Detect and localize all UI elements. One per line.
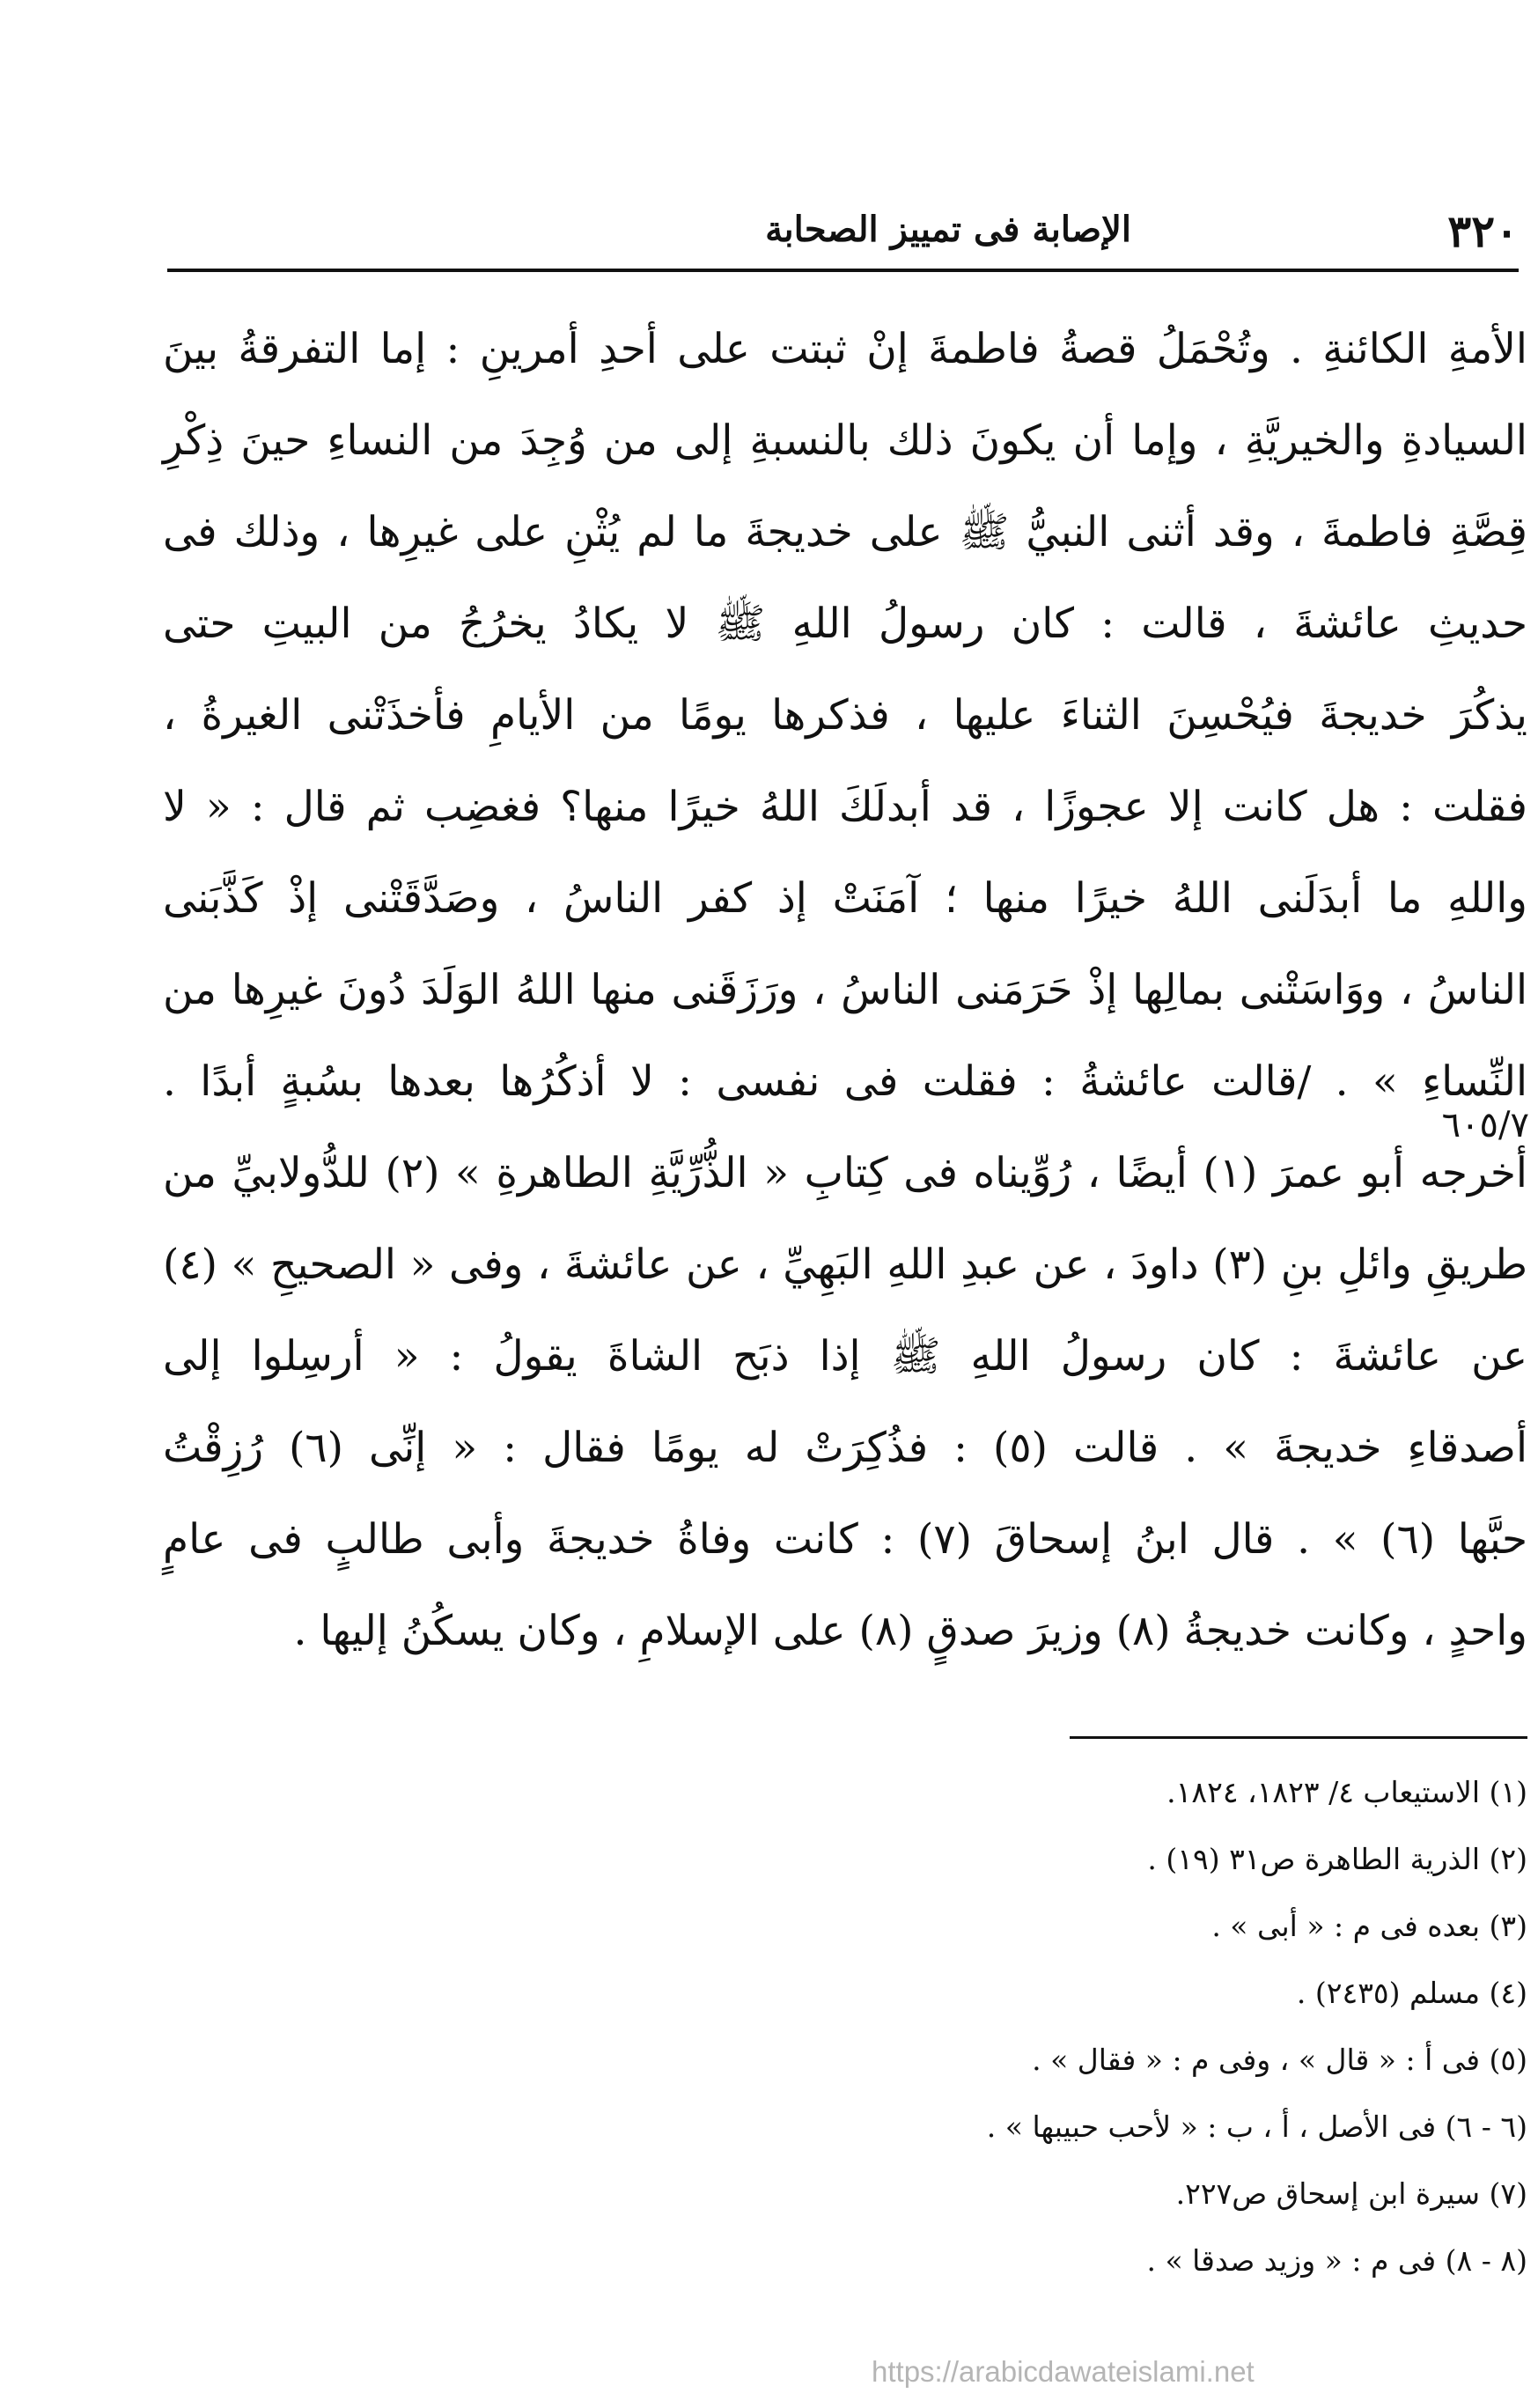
main-text [163,304,1527,1677]
text-line: قِصَّةِ فاطمةَ ، وقد أثنى النبيُّ ﷺ على خديجةَ ما لم يُثْنِ على غيرِها ، وذلك فى [163,508,1527,556]
margin-reference: ٦٠٥/٧ [1441,1105,1529,1145]
text-line: النِّساءِ » . /قالت عائشةُ : فقلت فى نفسى : لا أذكُرُها بعدها بسُبةٍ أبدًا . [163,1057,1527,1106]
text-line: السيادةِ والخيريَّةِ ، وإما أن يكونَ ذلك بالنسبةِ إلى من وُجِدَ من النساءِ حينَ ذِكْرِ [163,416,1527,465]
text-line: يذكُرَ خديجةَ فيُحْسِنَ الثناءَ عليها ، فذكرها يومًا من الأيامِ فأخذَتْنى الغيرةُ ، [163,691,1527,740]
text-line: حبَّها (٦) » . قال ابنُ إسحاقَ (٧) : كانت وفاةُ خديجةَ وأبى طالبٍ فى عامٍ [163,1515,1527,1564]
text-line: حديثِ عائشةَ ، قالت : كان رسولُ اللهِ ﷺ لا يكادُ يخرُجُ من البيتِ حتى [163,600,1527,648]
running-title: الإصابة فى تمييز الصحابة [765,209,1131,250]
text-line: عن عائشةَ : كان رسولُ اللهِ ﷺ إذا ذبَح الشاةَ يقولُ : « أرسِلوا إلى [163,1332,1527,1381]
page-header [167,198,1519,260]
footnotes [264,1759,1527,2294]
footnote: (٦ - ٦) فى الأصل ، أ ، ب : « لأحب حبيبها » . [986,2110,1527,2144]
footnote: (٣) بعده فى م : « أبى » . [1211,1909,1527,1943]
footnote: (١) الاستيعاب ٤/ ١٨٢٣، ١٨٢٤. [1166,1775,1527,1809]
source-watermark: https://arabicdawateislami.net [872,2355,1255,2388]
text-line: الأمةِ الكائنةِ . وتُحْمَلُ قصةُ فاطمةَ إنْ ثبتت على أحدِ أمرينِ : إما التفرقةُ بينَ [163,325,1527,373]
text-line: فقلت : هل كانت إلا عجوزًا ، قد أبدلَكَ اللهُ خيرًا منها؟ فغضِب ثم قال : « لا [163,783,1527,831]
footnote: (٤) مسلم (٢٤٣٥) . [1296,1976,1527,2010]
footnote-separator [1070,1736,1527,1739]
footnote: (٧) سيرة ابن إسحاق ص٢٢٧. [1175,2176,1527,2211]
footnote: (٥) فى أ : « قال » ، وفى م : « فقال » . [1032,2043,1527,2077]
text-line: واللهِ ما أبدَلَنى اللهُ خيرًا منها ؛ آمَنَتْ إذ كفر الناسُ ، وصَدَّقَتْنى إذْ كَذَّبَنى [163,874,1527,923]
footnote: (٨ - ٨) فى م : « وزيد صدقا » . [1146,2243,1527,2278]
footnote: (٢) الذرية الطاهرة ص٣١ (١٩) . [1147,1842,1527,1876]
header-rule [167,269,1519,272]
text-line: أخرجه أبو عمرَ (١) أيضًا ، رُوِّيناه فى كِتابِ « الذُّرِّيَّةِ الطاهرةِ » (٢) للدُّولابيِّ من [163,1149,1527,1197]
page-number: ٣٢٠ [1447,205,1519,257]
text-line: الناسُ ، ووَاسَتْنى بمالِها إذْ حَرَمَنى الناسُ ، ورَزَقَنى منها اللهُ الوَلَدَ دُونَ غيرِها من [163,966,1527,1014]
text-line: طريقِ وائلِ بنِ (٣) داودَ ، عن عبدِ اللهِ البَهِيِّ ، عن عائشةَ ، وفى « الصحيحِ » (٤) [163,1241,1527,1289]
text-line: أصدقاءِ خديجةَ » . قالت (٥) : فذُكِرَتْ له يومًا فقال : « إنِّى (٦) رُزِقْتُ [163,1424,1527,1472]
text-line: واحدٍ ، وكانت خديجةُ (٨) وزيرَ صدقٍ (٨) على الإسلامِ ، وكان يسكُنُ إليها . [293,1607,1527,1655]
